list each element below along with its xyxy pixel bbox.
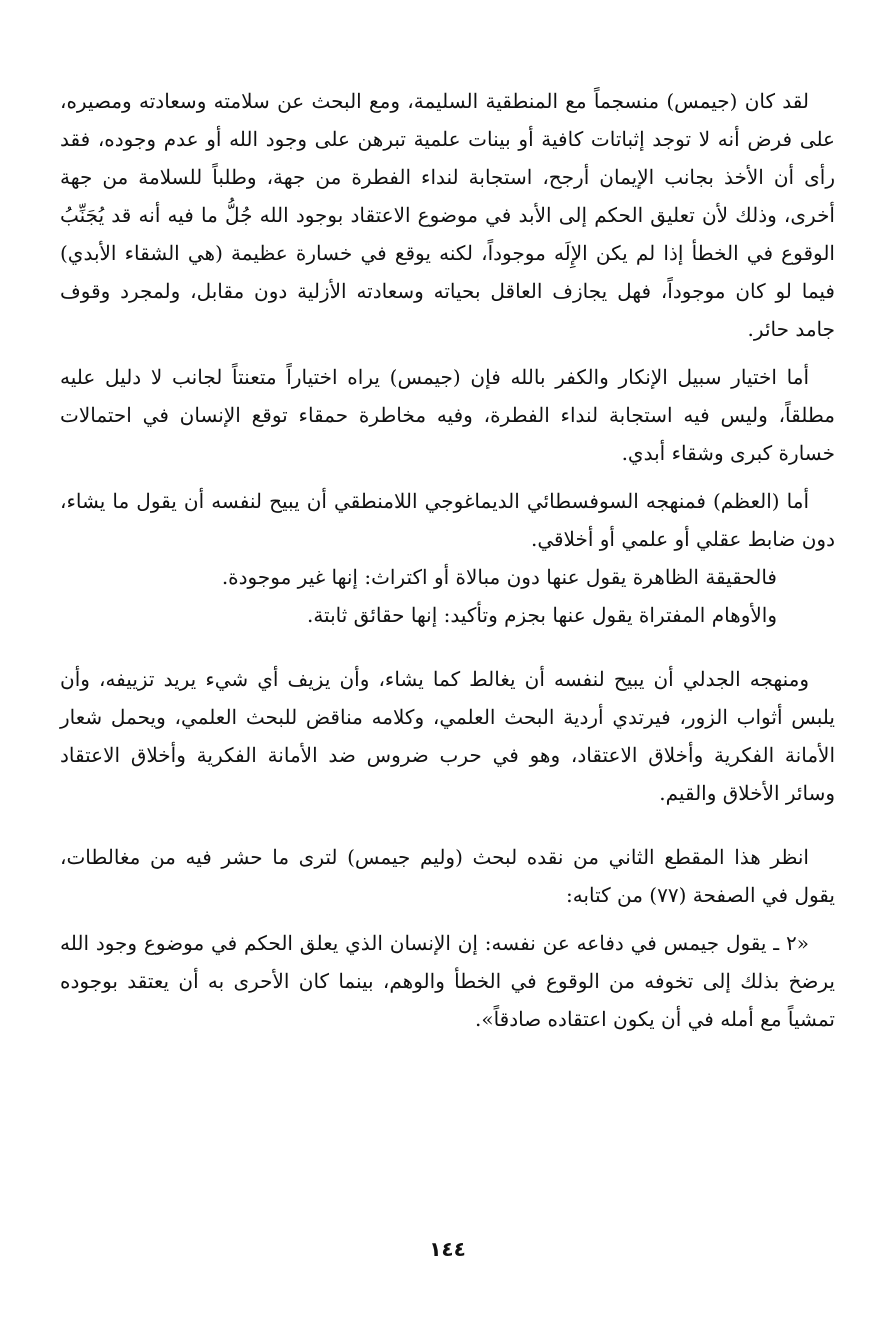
paragraph-dialectic-method: ومنهجه الجدلي أن يبيح لنفسه أن يغالط كما يشاء، وأن يزيف أي شيء يريد تزييفه، وأن يلبس أثواب الزور، فيرتدي أردية البحث العلمي، وكلامه مناقض للبحث العلمي، ويحمل شعار الأمانة الفكرية وأخلاق الاعتقاد، وهو في حرب ضروس ضد الأمانة الفكرية وأخلاق الاعتقاد وسائر الأخلاق والقيم. [60,667,835,805]
paragraph-denial-choice: أما اختيار سبيل الإنكار والكفر بالله فإن (جيمس) يراه اختياراً متعنتاً لجانب لا دليل عليه مطلقاً، وليس فيه استجابة لنداء الفطرة، وفيه مخاطرة حمقاء توقع الإنسان في احتمالات خسارة كبرى وشقاء أبدي. [60,365,835,465]
page-number: ١٤٤ [429,1237,466,1261]
line-apparent-truth: فالحقيقة الظاهرة يقول عنها دون مبالاة أو اكتراث: إنها غير موجودة. [221,565,777,589]
paragraph-azm-method: أما (العظم) فمنهجه السوفسطائي الديماغوجي اللامنطقي أن يبيح لنفسه أن يقول ما يشاء، دون ضابط عقلي أو علمي أو أخلاقي. [60,489,835,551]
paragraph-second-excerpt-intro: انظر هذا المقطع الثاني من نقده لبحث (وليم جيمس) لترى ما حشر فيه من مغالطات، يقول في الصفحة (٧٧) من كتابه: [60,845,835,907]
line-fabricated-illusions: والأوهام المفتراة يقول عنها بجزم وتأكيد: إنها حقائق ثابتة. [306,603,777,627]
paragraph-james-reasoning: لقد كان (جيمس) منسجماً مع المنطقية السليمة، ومع البحث عن سلامته وسعادته ومصيره، على فرض أنه لا توجد إثباتات كافية أو بينات علمية تبرهن على وجود الله أو عدم وجوده، فقد رأى أن الأخذ بجانب الإيمان أرجح، استجابة لنداء الفطرة من جهة، وطلباً للسلامة من جهة أخرى، وذلك لأن تعليق الحكم إلى الأبد في موضوع الاعتقاد بوجود الله جُلُّ ما فيه أنه قد يُجَنِّبُ الوقوع في الخطأ إذا لم يكن الإِلَه موجوداً، لكنه يوقع في خسارة عظيمة (هي الشقاء الأبدي) فيما لو كان موجوداً، فهل يجازف العاقل بحياته وسعادته الأزلية دون مقابل، ولمجرد وقوف جامد حائر. [60,89,835,341]
page-body [60,82,835,1038]
paragraph-quote: «٢ ـ يقول جيمس في دفاعه عن نفسه: إن الإنسان الذي يعلق الحكم في موضوع وجود الله يرضخ بذلك إلى تخوفه من الوقوع في الخطأ والوهم، بينما كان الأحرى به أن يعتقد بوجوده تمشياً مع أمله في أن يكون اعتقاده صادقاً». [60,931,835,1031]
